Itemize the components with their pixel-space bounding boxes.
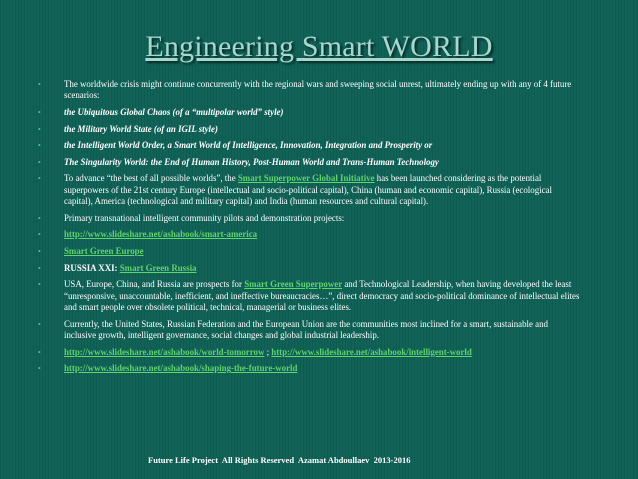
smart-green-russia-link[interactable]: Smart Green Russia (119, 262, 197, 273)
bullet-icon: • (38, 246, 41, 256)
item-text: and Technological Leadership, when having developed the least “unresponsive, unaccountable, inefficient, and ineffective bureaucracies…”, direct democracy and socio-political dominance of intellectual elites and smart people over obsolete political, technical, managerial or business elites. (64, 279, 580, 312)
list-item (38, 213, 580, 224)
list-item (38, 173, 580, 207)
bullet-icon: • (38, 80, 41, 89)
list-item (38, 157, 580, 168)
bullet-icon: • (38, 263, 41, 273)
list-item (38, 279, 580, 313)
bullet-icon: • (38, 364, 41, 374)
bullet-icon: • (38, 347, 41, 357)
list-item (38, 246, 580, 257)
smart-america-link[interactable]: http://www.slideshare.net/ashabook/smart-america (64, 229, 258, 240)
smart-green-europe-link[interactable]: Smart Green Europe (64, 245, 144, 256)
bullet-icon: • (38, 157, 41, 167)
bullet-icon: • (38, 141, 41, 151)
list-item (38, 347, 580, 358)
shaping-future-world-link[interactable]: http://www.slideshare.net/ashabook/shaping-the-future-world (64, 363, 298, 374)
bullet-icon: • (38, 174, 41, 184)
bullet-list (38, 79, 580, 380)
footer-copyright: Future Life Project All Rights Reserved Azamat Abdoullaev 2013-2016 (148, 455, 411, 465)
bullet-icon: • (38, 124, 41, 134)
slide-title: Engineering Smart WORLD (145, 30, 493, 63)
bullet-icon: • (38, 230, 41, 240)
item-text: RUSSIA XXI: (64, 262, 120, 273)
item-text: has been launched considering as the potential superpowers of the 21st century Europe (intellectual and socio-political capital), China (human and economic capital), Russia (ecological capital), America (technological and military capital) and India (human resources and cultural capital). (64, 173, 552, 207)
scenario-chaos: the Ubiquitous Global Chaos (of a “multipolar world” style) (64, 107, 284, 117)
smart-superpower-link[interactable]: Smart Superpower Global Initiative (237, 173, 375, 184)
list-item (38, 229, 580, 240)
link-separator: ; (264, 346, 272, 357)
smart-green-superpower-link[interactable]: Smart Green Superpower (244, 279, 343, 290)
item-text: USA, Europe, China, and Russia are prospects for (64, 279, 245, 290)
scenario-military-state: the Military World State (of an IGIL style) (64, 123, 218, 134)
list-item (38, 263, 580, 274)
bullet-icon: • (38, 108, 41, 117)
bullet-icon: • (38, 319, 41, 329)
list-item (38, 79, 580, 102)
bullet-icon: • (38, 213, 41, 223)
world-tomorrow-link[interactable]: http://www.slideshare.net/ashabook/world-tomorrow (64, 346, 265, 357)
list-item (38, 363, 580, 374)
bullet-icon: • (38, 280, 41, 290)
item-text: The worldwide crisis might continue concurrently with the regional wars and sweeping social unrest, ultimately ending up with any of 4 future scenarios: (64, 79, 572, 101)
intelligent-world-link[interactable]: http://www.slideshare.net/ashabook/intelligent-world (271, 346, 472, 357)
list-item (38, 140, 580, 151)
item-text: Currently, the United States, Russian Federation and the European Union are the communities most inclined for a smart, sustainable and inclusive growth, intelligent governance, social changes and global industrial leadership. (64, 318, 548, 340)
item-text: Primary transnational intelligent community pilots and demonstration projects: (64, 212, 345, 223)
list-item (38, 107, 580, 118)
scenario-singularity: The Singularity World: the End of Human History, Post-Human World and Trans-Human Technology (64, 156, 439, 167)
list-item (38, 124, 580, 135)
item-text: To advance “the best of all possible worlds”, the (64, 173, 238, 184)
scenario-intelligent-order: the Intelligent World Order, a Smart World of Intelligence, Innovation, Integration and Prosperity or (64, 140, 433, 151)
list-item (38, 319, 580, 342)
